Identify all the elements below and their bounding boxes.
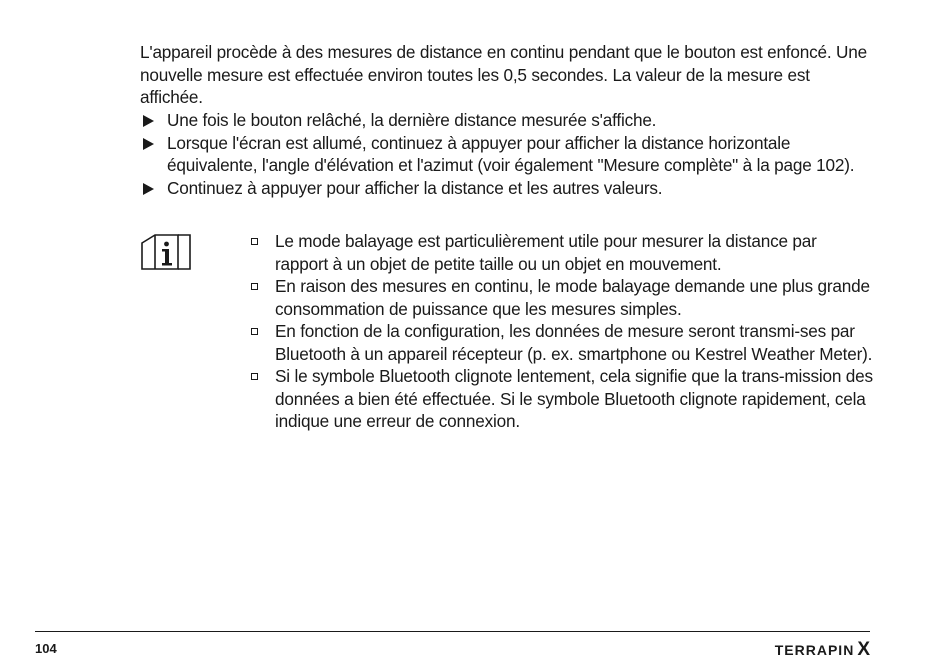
intro-paragraph: L'appareil procède à des mesures de distance en continu pendant que le bouton est enfoncé. Une nouvelle mesure est effectuée environ toutes les 0,5 secondes. La valeur de la mesure est affichée. — [140, 42, 867, 107]
square-bullet-icon — [251, 373, 258, 380]
note-text: Le mode balayage est particulièrement utile pour mesurer la distance par rapport à un objet de petite taille ou un objet en mouvement. — [275, 231, 817, 274]
square-bullet-icon — [251, 283, 258, 290]
note-text: Si le symbole Bluetooth clignote lentement, cela signifie que la trans-mission des données a bien été effectuée. Si le symbole Bluetooth clignote rapidement, cela indique une erreur de connexion. — [275, 366, 873, 431]
square-bullet-icon — [251, 238, 258, 245]
brand-x: X — [857, 639, 870, 660]
triangle-bullet-icon — [143, 138, 154, 150]
brand-name: TERRAPIN — [774, 642, 855, 658]
brand-logo — [775, 639, 870, 661]
step-item — [140, 132, 875, 177]
footer-divider — [35, 631, 870, 632]
triangle-bullet-icon — [143, 183, 154, 195]
note-item — [248, 275, 873, 320]
square-bullet-icon — [251, 328, 258, 335]
step-item — [140, 177, 875, 200]
note-list — [248, 230, 873, 433]
step-text: Lorsque l'écran est allumé, continuez à appuyer pour afficher la distance horizontale équivalente, l'angle d'élévation et l'azimut (voir également "Mesure complète" à la page 102). — [167, 132, 855, 175]
step-list — [140, 109, 875, 199]
note-item — [248, 365, 873, 433]
step-item — [140, 109, 875, 132]
note-item — [248, 230, 873, 275]
step-text: Continuez à appuyer pour afficher la distance et les autres valeurs. — [167, 177, 663, 198]
info-book-icon — [140, 233, 192, 271]
note-text: En raison des mesures en continu, le mode balayage demande une plus grande consommation de puissance que les mesures simples. — [275, 276, 870, 319]
note-item — [248, 320, 873, 365]
note-text: En fonction de la configuration, les données de mesure seront transmi-ses par Bluetooth à un appareil récepteur (p. ex. smartphone ou Kestrel Weather Meter). — [275, 321, 873, 364]
triangle-bullet-icon — [143, 115, 154, 127]
step-text: Une fois le bouton relâché, la dernière distance mesurée s'affiche. — [167, 110, 657, 130]
page-number: 104 — [35, 641, 57, 656]
